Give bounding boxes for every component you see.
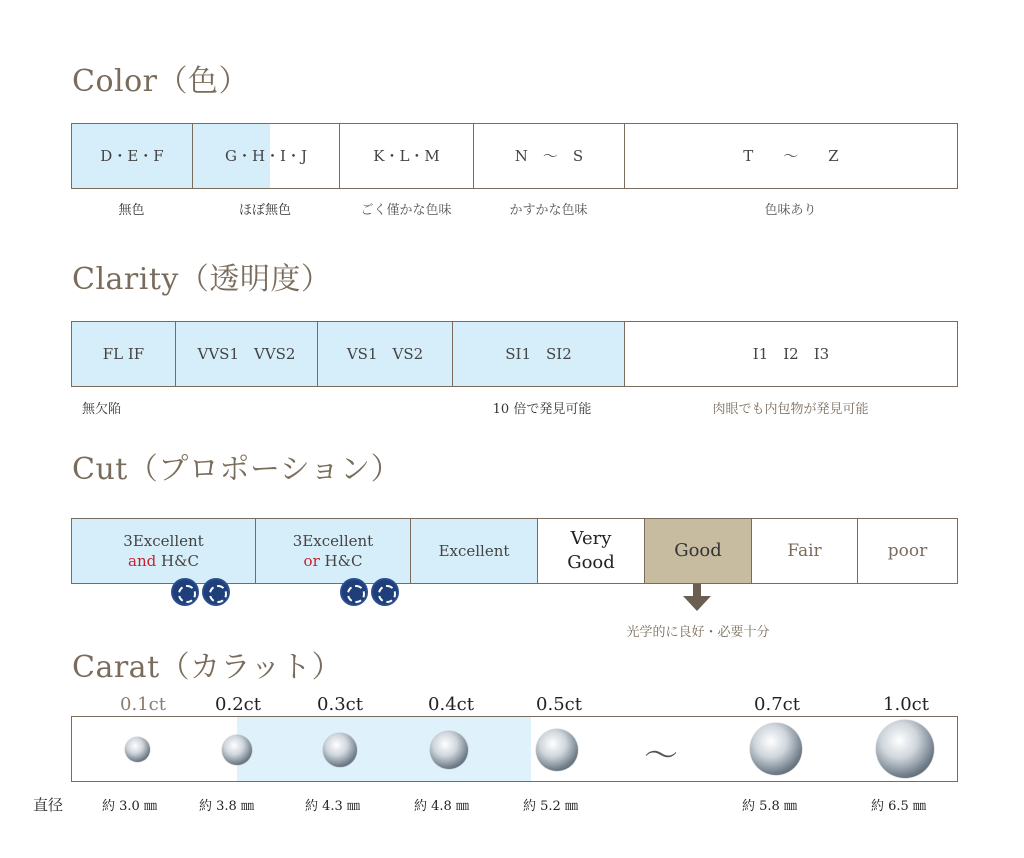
diameter-0-2: 約 3.8 ㎜ [199,799,254,814]
diameter-label: 直径 [33,796,64,814]
diamond-0-1 [125,737,150,762]
carat-size-1-0: 1.0ct [883,694,929,715]
color-title: Color（色） [72,64,250,99]
color-cell-def: D・E・F [72,124,193,188]
clarity-cell-vs: VS1 VS2 [318,322,453,386]
hearts-icon [171,578,199,606]
diameter-1-0: 約 6.5 ㎜ [871,799,926,814]
color-cell-tz: T 〜 Z [743,146,839,165]
clarity-label-10x: 10 倍で発見可能 [492,402,592,417]
diamond-0-7 [750,723,802,775]
cut-hc-label-2: H&C [319,552,363,570]
carat-highlight [237,717,531,781]
cut-note: 光学的に良好・必要十分 [626,625,770,640]
diameter-0-1: 約 3.0 ㎜ [102,799,157,814]
carat-size-0-7: 0.7ct [754,694,800,715]
hearts-icon-2 [340,578,368,606]
cut-cell-fair: Fair [752,519,858,583]
clarity-scale [71,321,958,387]
clarity-cell-si: SI1 SI2 [453,322,625,386]
down-arrow-icon [680,584,714,612]
color-scale [71,123,958,189]
arrows-icon-2 [371,578,399,606]
cut-title: Cut（プロポーション） [72,452,402,487]
diamond-1-0 [876,720,934,778]
carat-scale [71,716,958,782]
cut-hc-label: H&C [156,552,199,570]
diameter-0-4: 約 4.8 ㎜ [414,799,469,814]
color-label-light: 色味あり [764,203,817,218]
cut-cell-3ex-label-2: 3Excellent [292,531,374,550]
cut-cell-very-good [538,519,645,583]
diamond-0-2 [222,735,252,765]
carat-size-0-4: 0.4ct [428,694,474,715]
diameter-0-5: 約 5.2 ㎜ [523,799,578,814]
carat-size-0-3: 0.3ct [317,694,363,715]
carat-size-0-1: 0.1ct [120,694,166,715]
color-cell-ghij: G・H・I・J [193,124,340,188]
color-label-near-colorless: ほぼ無色 [238,203,291,218]
cut-or-label: or [303,552,320,570]
cut-cell-3ex-label: 3Excellent [123,531,204,550]
cut-cell-3ex-or-hc [256,519,411,583]
diameter-0-3: 約 4.3 ㎜ [305,799,360,814]
color-cell-ns: N 〜 S [474,124,625,188]
clarity-label-flawless: 無欠陥 [82,402,122,417]
cut-cell-poor: poor [887,540,928,561]
color-label-faint: ごく僅かな色味 [360,203,452,218]
clarity-label-eye-visible: 肉眼でも内包物が発見可能 [712,402,869,417]
clarity-cell-flif: FL IF [72,322,176,386]
carat-title: Carat（カラット） [72,650,343,685]
cut-cell-3ex-and-hc [72,519,256,583]
clarity-cell-vvs: VVS1 VVS2 [176,322,318,386]
diamond-0-4 [430,731,468,769]
clarity-cell-i: I1 I2 I3 [752,344,830,363]
cut-cell-good: Good [645,519,752,583]
color-cell-klm: K・L・M [340,124,474,188]
cut-very-label: Very [570,527,612,549]
cut-cell-excellent: Excellent [411,519,538,583]
clarity-title: Clarity（透明度） [72,262,332,297]
diameter-0-7: 約 5.8 ㎜ [742,799,797,814]
diamond-0-5 [536,729,578,771]
cut-and-label: and [128,552,157,570]
cut-scale [71,518,958,584]
color-label-colorless: 無色 [118,203,145,218]
carat-size-0-2: 0.2ct [215,694,261,715]
carat-size-0-5: 0.5ct [536,694,582,715]
carat-tilde: 〜 [644,736,678,776]
arrows-icon [202,578,230,606]
cut-good-label: Good [567,552,615,573]
diamond-0-3 [323,733,357,767]
color-label-very-light: かすかな色味 [509,203,588,218]
